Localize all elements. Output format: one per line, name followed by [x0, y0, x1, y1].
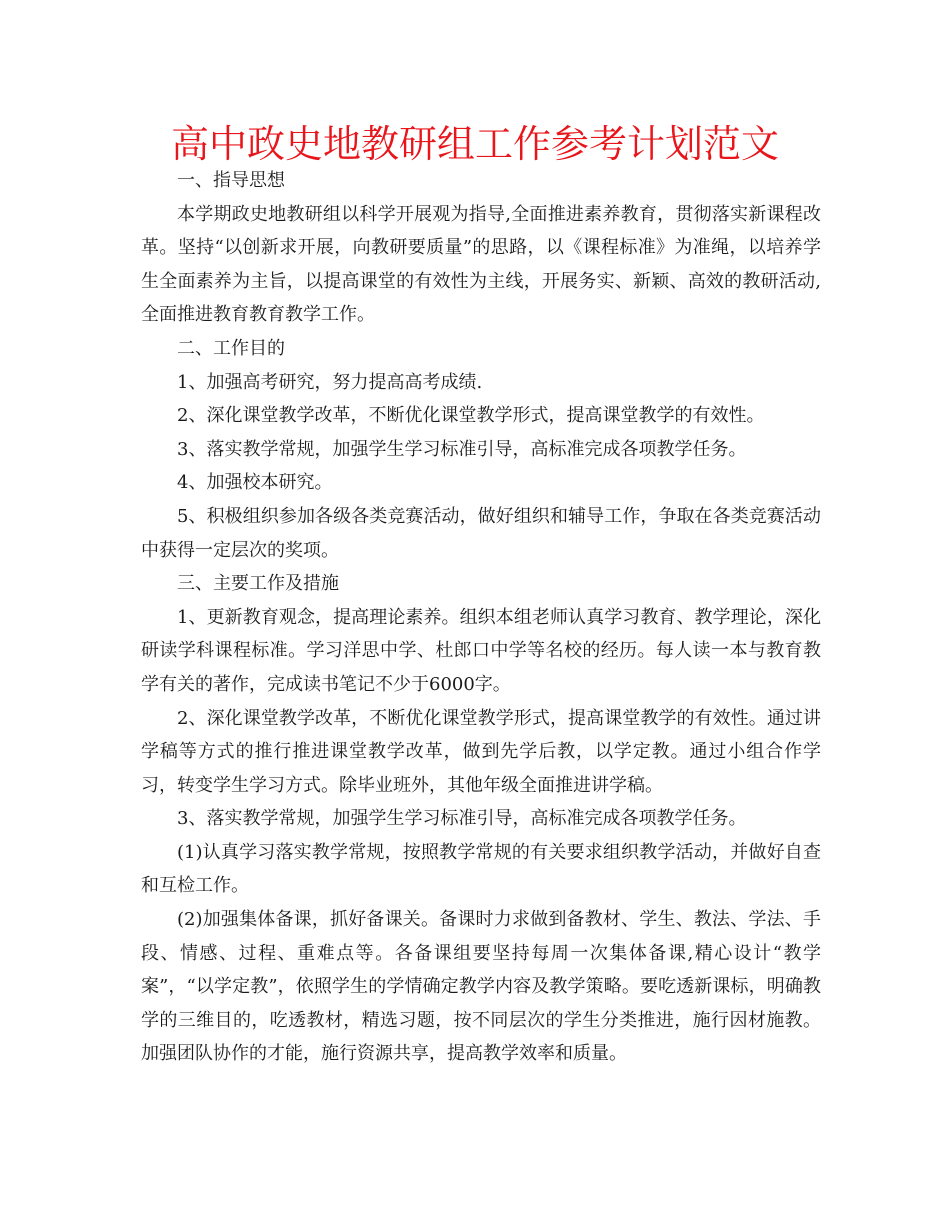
document-body	[141, 164, 821, 1071]
goal-item-3: 3、落实教学常规，加强学生学习标准引导，高标准完成各项教学任务。	[177, 438, 747, 460]
paragraph-guiding-ideology: 本学期政史地教研组以科学开展观为指导,全面推进素养教育，贯彻落实新课程改革。坚持“以创新求开展，向教研要质量”的思路，以《课程标准》为准绳，以培养学生全面素养为主旨，以提高课堂的有效性为主线，开展务实、新颖、高效的教研活动,全面推进教育教育教学工作。	[141, 203, 821, 326]
section-heading-main-measures: 三、主要工作及措施	[177, 573, 339, 595]
section-heading-work-goals: 二、工作目的	[177, 337, 285, 359]
measure-item-1: 1、更新教育观念，提高理论素养。组织本组老师认真学习教育、教学理论，深化研读学科课程标准。学习洋思中学、杜郎口中学等名校的经历。每人读一本与教育教学有关的著作，完成读书笔记不少于6000字。	[141, 606, 821, 695]
measure-item-2: 2、深化课堂教学改革，不断优化课堂教学形式，提高课堂教学的有效性。通过讲学稿等方式的推行推进课堂教学改革，做到先学后教，以学定教。通过小组合作学习，转变学生学习方式。除毕业班外，其他年级全面推进讲学稿。	[141, 707, 821, 796]
goal-item-2: 2、深化课堂教学改革，不断优化课堂教学形式，提高课堂教学的有效性。	[177, 405, 765, 427]
section-heading-guiding-ideology: 一、指导思想	[177, 170, 285, 191]
goal-item-5: 5、积极组织参加各级各类竞赛活动，做好组织和辅导工作，争取在各类竞赛活动中获得一定层次的奖项。	[141, 505, 821, 561]
goal-item-4: 4、加强校本研究。	[177, 472, 333, 494]
goal-item-1: 1、加强高考研究，努力提高高考成绩.	[177, 371, 483, 393]
document-title: 高中政史地教研组工作参考计划范文	[170, 122, 779, 166]
measure-subitem-2: (2)加强集体备课，抓好备课关。备课时力求做到备教材、学生、教法、学法、手段、情感、过程、重难点等。各备课组要坚持每周一次集体备课,精心设计“教学案”，“以学定教”，依照学生的学情确定教学内容及教学策略。要吃透新课标，明确教学的三维目的，吃透教材，精选习题，按不同层次的学生分类推进，施行因材施教。加强团队协作的才能，施行资源共享，提高教学效率和质量。	[141, 909, 821, 1065]
measure-item-3: 3、落实教学常规，加强学生学习标准引导，高标准完成各项教学任务。	[177, 808, 747, 830]
measure-subitem-1: (1)认真学习落实教学常规，按照教学常规的有关要求组织教学活动，并做好自查和互检工作。	[141, 841, 821, 897]
